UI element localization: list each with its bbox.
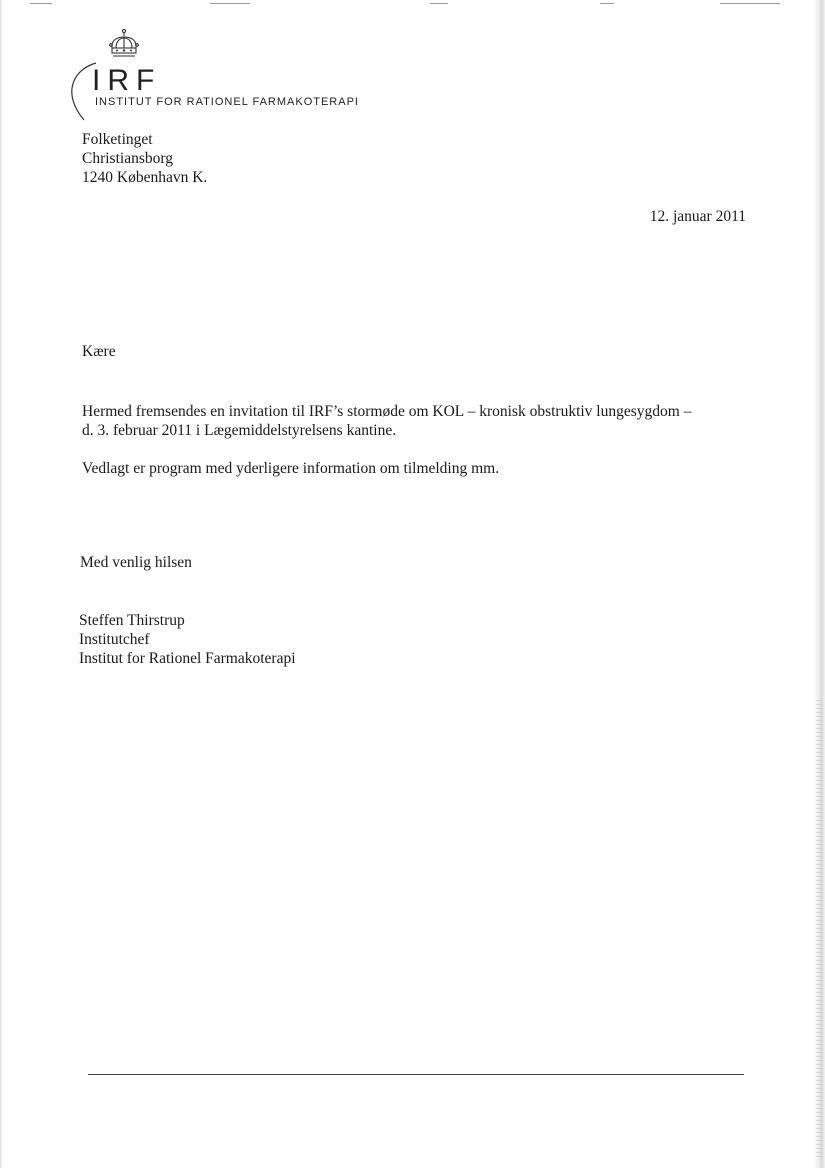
- crown-icon: [106, 28, 142, 60]
- scan-mark: [600, 3, 614, 4]
- institution-name: INSTITUT FOR RATIONEL FARMAKOTERAPI: [95, 96, 359, 108]
- scan-mark: [720, 3, 780, 4]
- address-line: Folketinget: [82, 131, 153, 148]
- address-line: 1240 København K.: [82, 169, 208, 186]
- letter-date: 12. januar 2011: [649, 208, 746, 225]
- signature-block: [79, 611, 296, 668]
- body-line: Hermed fremsendes en invitation til IRF’s stormøde om KOL – kronisk obstruktiv lungesygdom –: [82, 403, 692, 420]
- scan-mark: [210, 3, 250, 4]
- scan-mark: [430, 3, 448, 4]
- body-line: d. 3. februar 2011 i Lægemiddelstyrelsens kantine.: [82, 422, 397, 439]
- body-paragraph: [82, 402, 691, 440]
- salutation: Kære: [82, 343, 116, 360]
- address-line: Christiansborg: [82, 150, 173, 167]
- scan-edge-left: [0, 0, 3, 1168]
- scan-mark: [30, 3, 52, 4]
- footer-divider: [88, 1074, 744, 1075]
- signer-institution: Institut for Rationel Farmakoterapi: [79, 650, 296, 667]
- body-paragraph: Vedlagt er program med yderligere information om tilmelding mm.: [82, 460, 500, 477]
- recipient-address: [82, 130, 207, 187]
- scan-edge-noise: [816, 700, 822, 1160]
- irf-logo: [62, 28, 402, 124]
- logo-letters: IRF: [92, 64, 162, 97]
- signer-title: Institutchef: [79, 631, 150, 648]
- closing: Med venlig hilsen: [80, 554, 192, 571]
- signer-name: Steffen Thirstrup: [79, 612, 185, 629]
